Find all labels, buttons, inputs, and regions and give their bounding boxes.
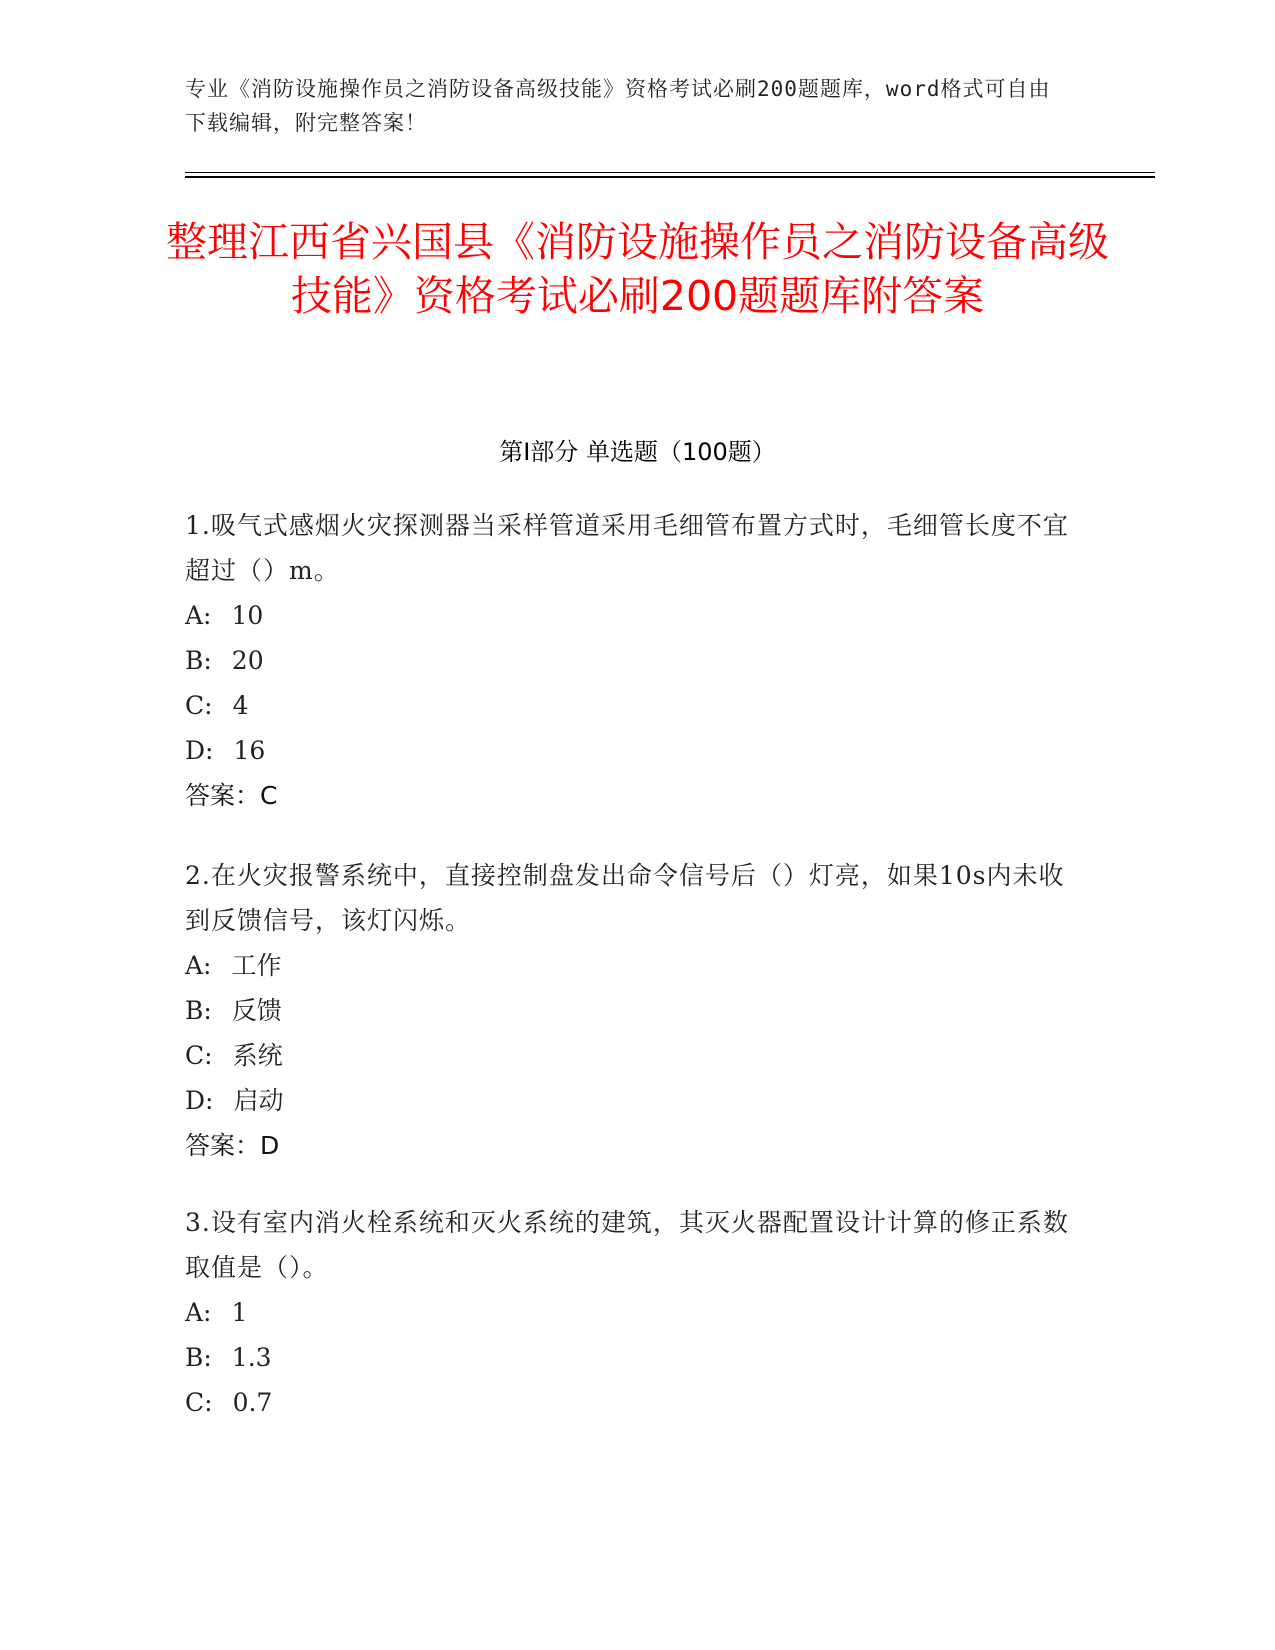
option-b xyxy=(185,638,1075,683)
option-text: 反馈 xyxy=(231,996,282,1025)
option-label: D: xyxy=(185,1086,214,1115)
question-3 xyxy=(185,1200,1075,1425)
option-label: A: xyxy=(185,951,212,980)
option-d xyxy=(185,1078,1075,1123)
header-note: 专业《消防设施操作员之消防设备高级技能》资格考试必刷200题题库，word格式可自由下载编辑，附完整答案！ xyxy=(185,77,1051,135)
option-b xyxy=(185,1335,1075,1380)
option-a xyxy=(185,593,1075,638)
option-a xyxy=(185,943,1075,988)
option-d xyxy=(185,728,1075,773)
option-text: 工作 xyxy=(231,951,282,980)
option-label: B: xyxy=(185,1343,212,1372)
option-a xyxy=(185,1290,1075,1335)
option-label: C: xyxy=(185,691,213,720)
option-label: C: xyxy=(185,1041,213,1070)
question-stem: 1.吸气式感烟火灾探测器当采样管道采用毛细管布置方式时，毛细管长度不宜超过（）m。 xyxy=(185,511,1069,585)
option-text: 16 xyxy=(233,736,266,765)
answer-line: 答案：D xyxy=(185,1131,280,1160)
option-text: 1 xyxy=(231,1298,248,1327)
option-c xyxy=(185,683,1075,728)
option-text: 10 xyxy=(231,601,264,630)
document-title: 整理江西省兴国县《消防设施操作员之消防设备高级技能》资格考试必刷200题题库附答案 xyxy=(166,218,1109,320)
question-1 xyxy=(185,503,1075,818)
option-text: 0.7 xyxy=(232,1388,273,1417)
option-label: B: xyxy=(185,646,212,675)
header-divider-thick xyxy=(185,176,1155,178)
question-2 xyxy=(185,853,1075,1168)
question-stem: 3.设有室内消火栓系统和灭火系统的建筑，其灭火器配置设计计算的修正系数取值是（）。 xyxy=(185,1208,1069,1282)
option-label: A: xyxy=(185,1298,212,1327)
option-label: D: xyxy=(185,736,214,765)
option-label: C: xyxy=(185,1388,213,1417)
option-c xyxy=(185,1380,1075,1425)
option-text: 系统 xyxy=(232,1041,283,1070)
option-label: B: xyxy=(185,996,212,1025)
header-divider-thin xyxy=(185,172,1155,173)
section-heading: 第Ⅰ部分 单选题（100题） xyxy=(499,438,776,466)
option-c xyxy=(185,1033,1075,1078)
option-b xyxy=(185,988,1075,1033)
answer-line: 答案：C xyxy=(185,781,278,810)
option-text: 1.3 xyxy=(231,1343,272,1372)
question-stem: 2.在火灾报警系统中，直接控制盘发出命令信号后（）灯亮，如果10s内未收到反馈信号，该灯闪烁。 xyxy=(185,861,1065,935)
option-text: 4 xyxy=(232,691,249,720)
option-label: A: xyxy=(185,601,212,630)
option-text: 启动 xyxy=(233,1086,284,1115)
option-text: 20 xyxy=(231,646,264,675)
